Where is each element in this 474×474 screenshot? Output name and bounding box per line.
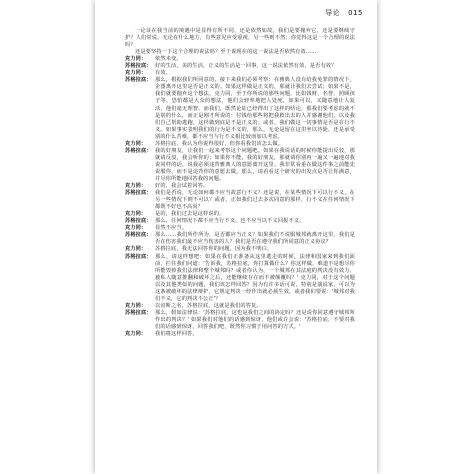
speaker-label: 克力同： (125, 56, 147, 63)
speaker-label: 苏格拉底： (125, 77, 152, 84)
speaker-label: 克力同： (125, 140, 147, 147)
speech-text: 那么，请这样想吧：如果在我们正准备从这里逃走的时候，法律和国家来到我们面前，拦住我们问道：'告诉我，苏格拉底，你打算做什么？你这样做，难道不是想尽你所能毁掉我们法律和整个城邦吗？或者你认为，一个城邦在其法庭的判决没有效力、被私人随意推翻和破坏之后，还能继续存在而不被颠覆吗？' 克力同，对于这个问题以及其他类似的问题，我们该怎样回答？因为有许多话可说，特别是演说家，可以为这条被破坏的法律辩护，它规定判决一经作出就必须生效。或者我们要说：'城邦对我们不义，它的判决不公正'？ (155, 253, 355, 302)
speaker-label: 苏格拉底： (125, 232, 152, 239)
dialogue-turn (125, 246, 355, 253)
speech-text: 好的，我会试着回答。 (155, 183, 209, 190)
dialogue-turn (125, 232, 355, 246)
speech-text: 我的好朋友，让我们一起来考察这个问题吧。如果在我说话的时候你能提出反驳，那就请反驳，我会听你的；如果你不能，我的好朋友，那就请你别再一遍又一遍地对我说同样的话，说我必须违背雅典人的意愿离开这里。我非常看重在做这件事之前能先说服你，而不是违背你的意愿去做。那么，请看看这个研究的出发点是否让你满意，并尽你所能地回答我的问题。 (155, 147, 355, 182)
speaker-label: 苏格拉底： (125, 190, 152, 197)
dialogue-turn (125, 148, 355, 183)
dialogue-turn (125, 190, 355, 211)
running-header (325, 8, 363, 18)
dialogue-turn (125, 310, 355, 331)
paragraph: 一论证在我当前的境遇中是显得有所不同，还是依然如故，我们是要抛弃它，还是要继续守护？人们常说，无论在什么地方，有些意见应受重视，另一些则不然；你觉得这是一个合理的说法吗？ (125, 28, 355, 49)
dialogue-turn (125, 141, 355, 148)
dialogue-text (125, 28, 355, 338)
speaker-label: 苏格拉底： (125, 253, 152, 260)
speaker-label: 苏格拉底： (125, 147, 152, 154)
speaker-label: 克力同： (125, 331, 147, 338)
chapter-title: 导论 (325, 9, 341, 17)
speaker-label: 克力同： (125, 302, 147, 309)
speech-text: 是的，我们过去是这样说的。 (155, 211, 225, 218)
speaker-label: 苏格拉底： (125, 63, 152, 70)
speech-text: 有效。 (155, 70, 172, 77)
speech-text: 那么……我们所作所为，是否都应当正义？如果我们不说服城邦就离开这里，我们是否在伤害我们最不应当伤害的人？我们是否在遵守我们所同意的正义协议？ (155, 232, 355, 246)
speech-text: 好的生活，美的生活，正义的生活是一回事，这一说法依然有效，是否有效？ (155, 63, 337, 70)
speaker-label: 克力同： (125, 246, 147, 253)
speaker-label: 克力同： (125, 70, 147, 77)
speech-text: 那么，假如法律说：'苏格拉底，这也是我们之间的协定吗？还是说你同意遵守城邦所作出的判决？' 如果我们对他们的话感到惊讶，他们或许会说：'苏格拉底，不要对我们的话感到惊讶，回答我们吧，既然你习惯于用问答的方式。' (155, 309, 355, 330)
dialogue-turn (125, 331, 355, 338)
speech-text: 我们将这样回答。 (155, 331, 198, 338)
speech-text: 依然未变。 (155, 56, 182, 63)
dialogue-turn (125, 77, 355, 140)
speech-text: 显然不应当。 (155, 225, 188, 232)
speaker-label: 苏格拉底： (125, 218, 152, 225)
speech-text: 苏格拉底，我认为你说得很好，但你看我们该怎么做。 (155, 140, 284, 147)
speech-text: 那么，根据我们所同意的，接下来我们必须考察：在雅典人没有给我免罪的情况下，企图离开这里是否是正义的。如果这样做是正义的，那就让我们去尝试；如果不是，我们就要抛弃这个想法。克力同，至于你所说的那些问题，比如钱财、名誉、照顾孩子等，恐怕都是大众的想法，他们会轻率地把人处死，如果可以，又随意地让人复活，他们毫无理智。而我们，既然论证已经得出了这样的结论，那我们要考虑的就不是别的什么，而正是刚才所说的：付钱给那些将把我救出去的人并感谢他们，以及我们自己帮助逃跑，这样做到底是不是正义的；或者，我们做这一切事情是否是在行不义。如果事实表明我们的行为是不义的，那么，无论是留在这里坐以待毙，还是承受别的什么苦难，都不应当与行不义相比较而加以考虑。 (155, 77, 355, 140)
speech-text: 以宙斯之名，苏格拉底，这就是我们的答复。 (155, 302, 262, 309)
speaker-label: 克力同： (125, 183, 147, 190)
page-number: 015 (348, 9, 363, 17)
paragraph: 还是要坚持一下这个合理的说法吗？至于说现在的这一说法是否依然有效…… (135, 49, 317, 56)
book-page (95, 0, 377, 474)
speech-text: 我们是否说，无论如何都不应当故意行不义？还是说，在某些情况下可以行不义，在另一些情况下则不可以？或者，正如我们过去多次同意的那样，行不义在任何情况下都既不好也不高尚？ (155, 190, 355, 211)
speech-text: 那么，任何情况下都不应当行不义，也不应当以不义回报不义。 (155, 218, 305, 225)
dialogue-turn (125, 254, 355, 303)
speaker-label: 克力同： (125, 225, 147, 232)
dialogue-turn (125, 303, 355, 310)
speaker-label: 克力同： (125, 211, 147, 218)
speech-text: 苏格拉底，我无法回答你的问题，因为我不明白。 (155, 246, 273, 253)
speaker-label: 苏格拉底： (125, 309, 152, 316)
